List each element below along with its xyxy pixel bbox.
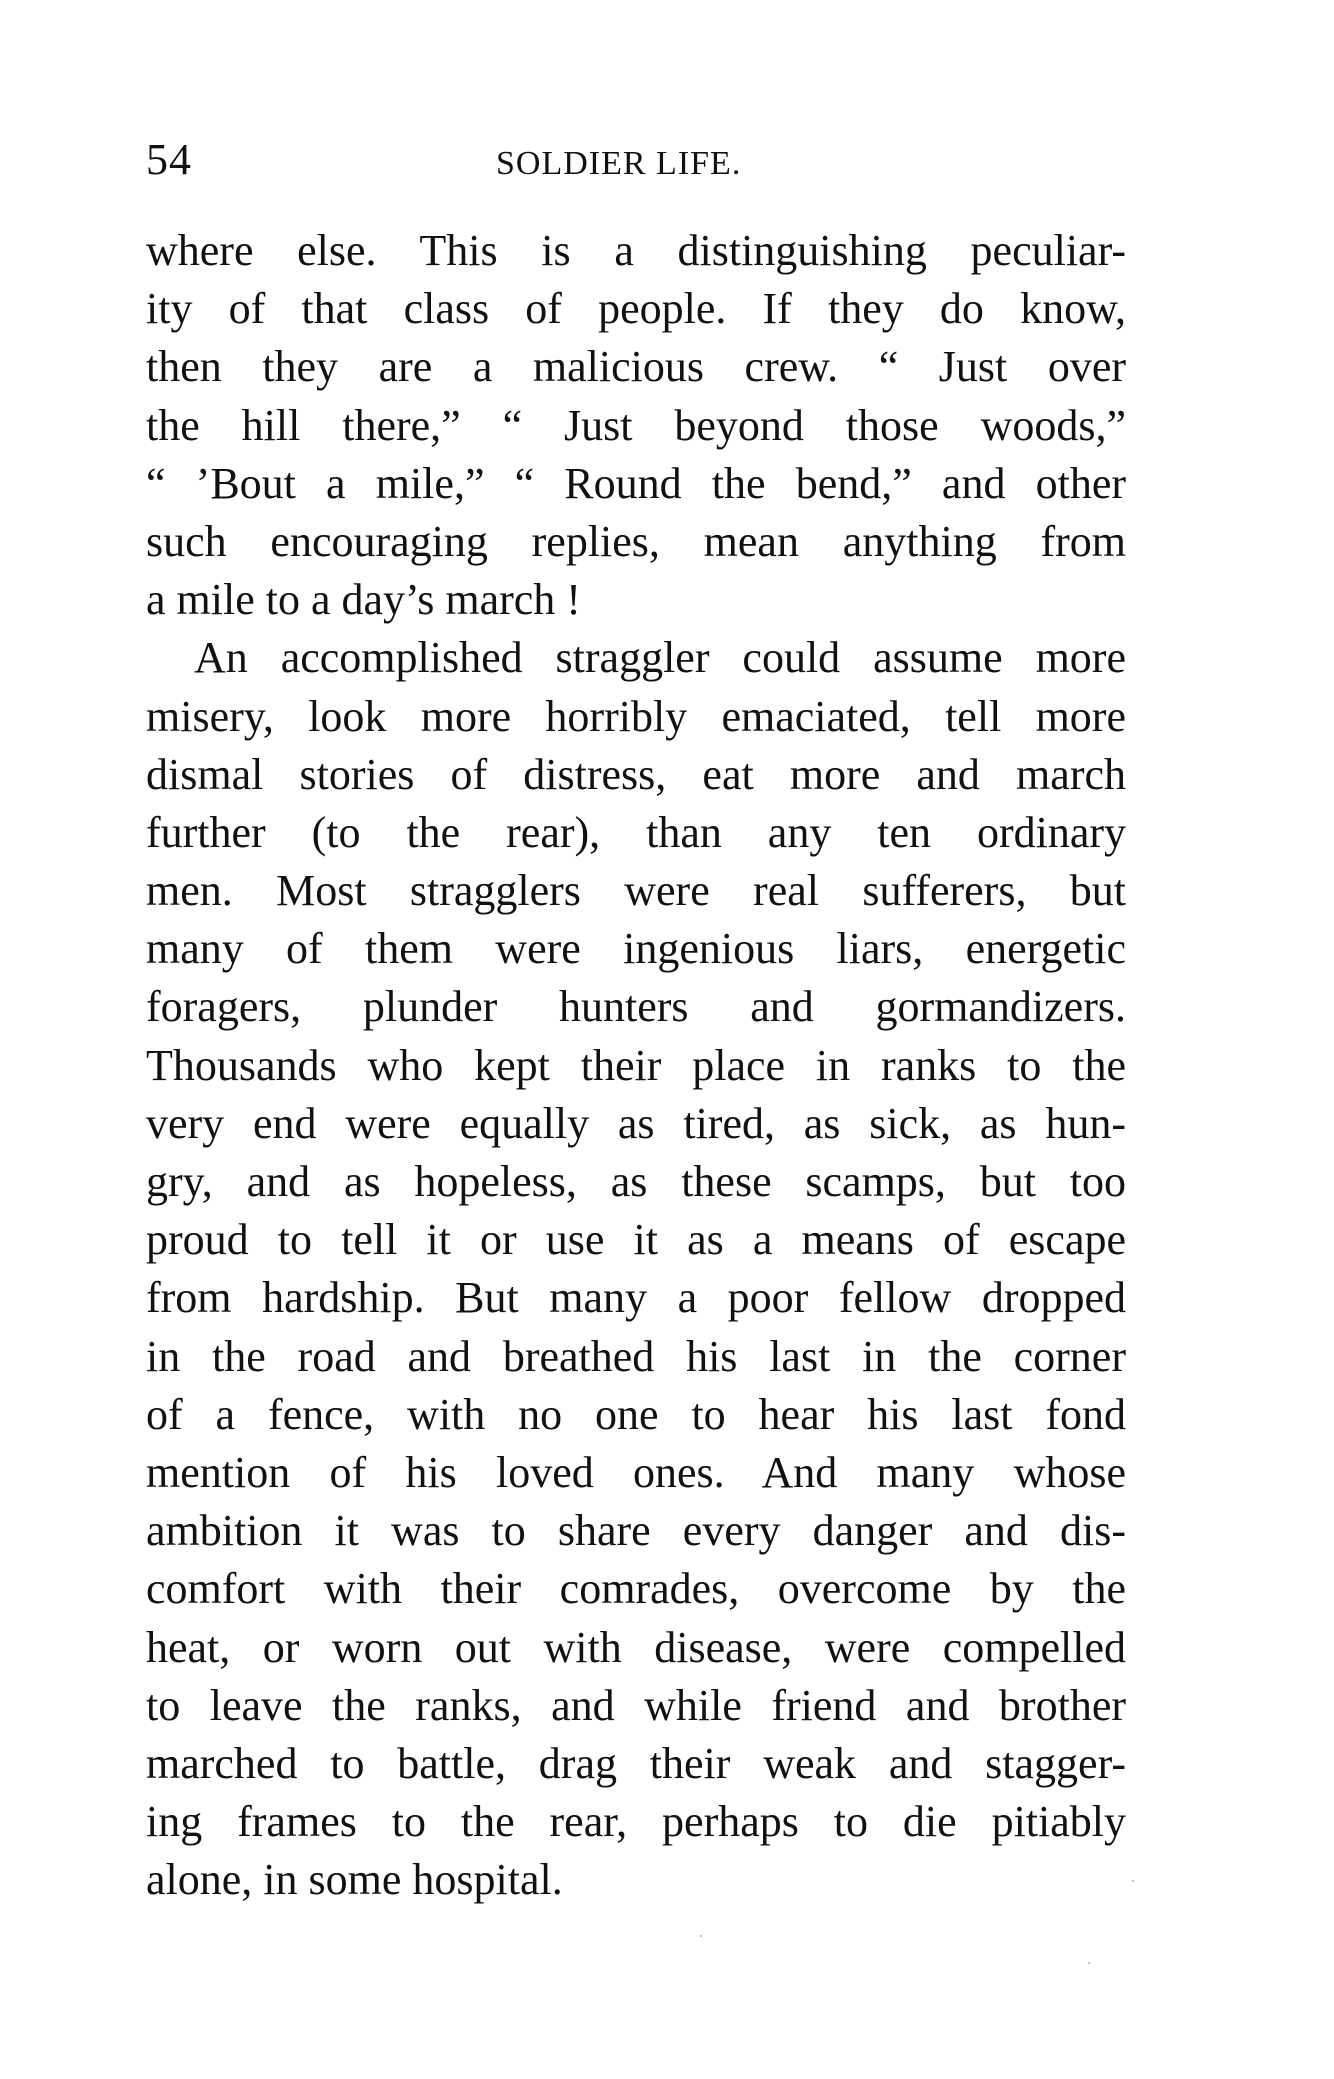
text-line: many of them were ingenious liars, energetic (146, 924, 1126, 974)
text-line: mention of his loved ones. And many whose (146, 1447, 1126, 1497)
text-line: men. Most stragglers were real sufferers, but (146, 866, 1126, 916)
text-line: ambition it was to share every danger and dis- (146, 1506, 1126, 1556)
text-line: a mile to a day’s march ! (146, 575, 581, 625)
text-line: ing frames to the rear, perhaps to die pitiably (146, 1797, 1126, 1847)
text-line: comfort with their comrades, overcome by the (146, 1564, 1126, 1614)
text-line: further (to the rear), than any ten ordinary (146, 807, 1126, 857)
text-line: dismal stories of distress, eat more and march (146, 749, 1126, 799)
text-line: the hill there,” “ Just beyond those woods,” (146, 400, 1126, 450)
page-number: 54 (146, 135, 192, 184)
paper-speck (1088, 1962, 1090, 1964)
paragraph-2 (146, 629, 1126, 1909)
text-line: from hardship. But many a poor fellow dropped (146, 1273, 1126, 1323)
body-text (146, 222, 1126, 1909)
text-line: in the road and breathed his last in the corner (146, 1331, 1126, 1381)
text-line: where else. This is a distinguishing peculiar- (146, 226, 1126, 275)
text-line: alone, in some hospital. (146, 1855, 563, 1905)
text-line: An accomplished straggler could assume more (194, 633, 1126, 683)
text-line: then they are a malicious crew. “ Just over (146, 342, 1126, 392)
running-title: SOLDIER LIFE. (496, 145, 742, 182)
text-line: very end were equally as tired, as sick, as hun- (146, 1098, 1126, 1148)
paragraph-1 (146, 222, 1126, 629)
text-line: gry, and as hopeless, as these scamps, but too (146, 1157, 1126, 1206)
text-line: ity of that class of people. If they do know, (146, 284, 1126, 334)
text-line: to leave the ranks, and while friend and brother (146, 1680, 1126, 1730)
text-line: foragers, plunder hunters and gormandizers. (146, 982, 1126, 1032)
text-line: heat, or worn out with disease, were compelled (146, 1622, 1126, 1672)
text-line: misery, look more horribly emaciated, tell more (146, 691, 1126, 741)
page-header (146, 130, 1146, 190)
text-line: “ ’Bout a mile,” “ Round the bend,” and other (146, 458, 1126, 508)
text-line: proud to tell it or use it as a means of escape (146, 1215, 1126, 1265)
text-line: marched to battle, drag their weak and stagger- (146, 1738, 1126, 1788)
paper-speck (700, 1935, 702, 1937)
text-line: such encouraging replies, mean anything from (146, 516, 1126, 566)
paper-speck (1132, 1880, 1134, 1882)
text-line: Thousands who kept their place in ranks to the (146, 1040, 1126, 1090)
text-line: of a fence, with no one to hear his last fond (146, 1389, 1126, 1439)
